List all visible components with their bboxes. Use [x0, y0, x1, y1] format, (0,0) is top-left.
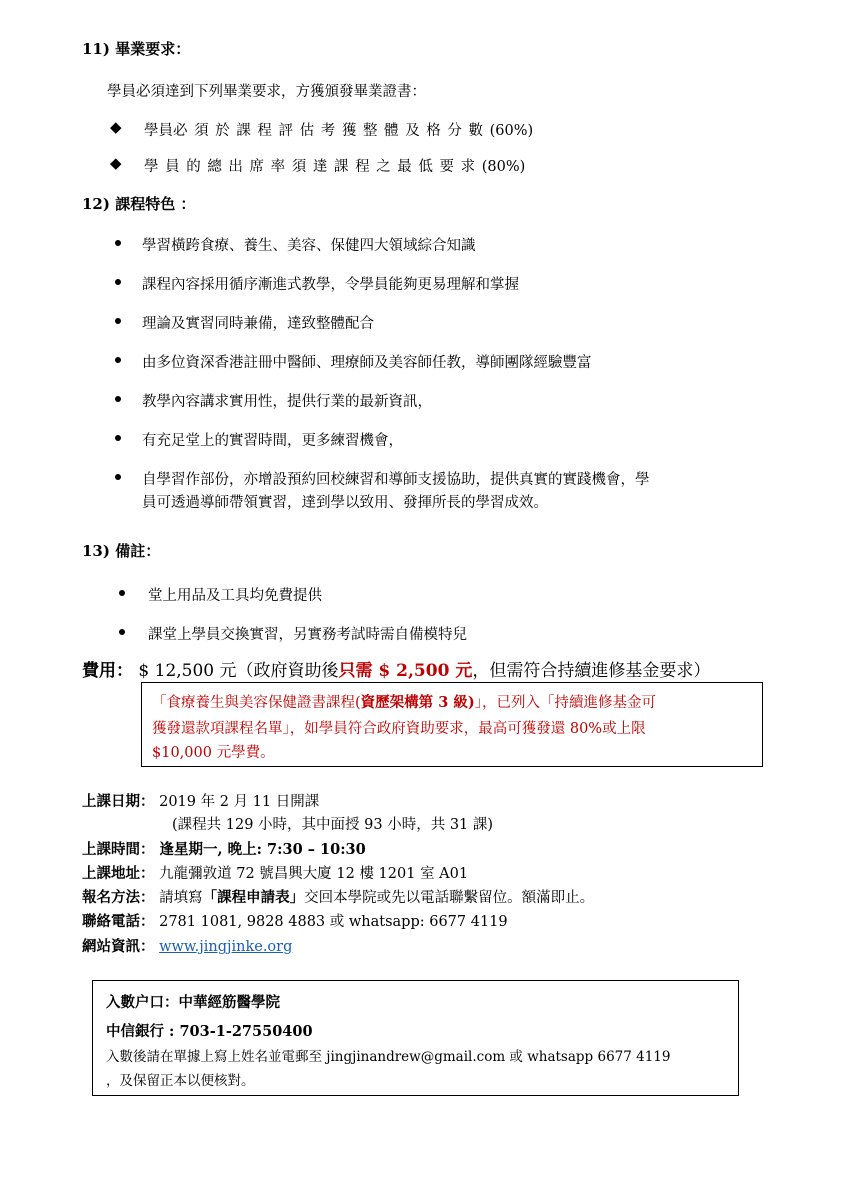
website-link[interactable]: www.jingjinke.org [159, 939, 293, 955]
address-label: 上課地址： [82, 865, 155, 882]
feature-item: 課程內容採用循序漸進式教學，令學員能夠更易理解和掌握 [142, 277, 519, 293]
class-time-label: 上課時間： [82, 841, 155, 858]
graduation-requirement-1: 學員必 須 於 課 程 評 估 考 獲 整 體 及 格 分 數 (60%) [144, 123, 534, 139]
phone-value: 2781 1081, 9828 4883 或 whatsapp: 6677 4119 [154, 914, 508, 930]
bullet-dot-icon [115, 240, 121, 246]
payment-account-box [92, 980, 739, 1096]
start-date-row [82, 790, 319, 811]
address-value: 九龍彌敦道 72 號昌興大廈 12 樓 1201 室 A01 [154, 866, 469, 882]
address-row [82, 862, 468, 883]
phone-label: 聯絡電話： [82, 913, 155, 930]
bullet-dot-icon [119, 629, 125, 635]
remark-item: 課堂上學員交換實習，另實務考試時需自備模特兒 [148, 627, 467, 643]
notice-text: 」，已列入「持續進修基金可 [474, 695, 656, 711]
qf-level: 資歷架構第 3 級) [360, 694, 475, 711]
bullet-dot-icon [115, 435, 121, 441]
feature-item: 理論及實習同時兼備，達致整體配合 [142, 316, 374, 332]
apply-row [82, 886, 594, 907]
feature-item-continuation: 員可透過導師帶領實習，達到學以致用、發揮所長的學習成效。 [142, 495, 548, 511]
fee-label: 費用： [82, 661, 133, 681]
start-date-label: 上課日期： [82, 793, 155, 810]
bullet-dot-icon [115, 357, 121, 363]
notice-line-2: 獲發還款項課程名單」，如學員符合政府資助要求，最高可獲發還 80%或上限 [152, 721, 646, 737]
subsidy-notice-box [141, 682, 763, 767]
fee-subsidised-amount: 只需 $ 2,500 元 [338, 661, 473, 681]
apply-label: 報名方法： [82, 889, 155, 906]
notice-line-1 [152, 691, 656, 712]
bullet-dot-icon [115, 318, 121, 324]
notice-line-3: $10,000 元學費。 [152, 745, 275, 761]
feature-item: 自學習作部份，亦增設預約回校練習和導師支援協助，提供真實的實踐機會，學 [142, 472, 650, 488]
apply-text: 請填寫 [154, 890, 203, 906]
feature-item: 教學內容講求實用性，提供行業的最新資訊， [142, 394, 432, 410]
website-row [82, 935, 292, 956]
website-label: 網站資訊： [82, 938, 155, 955]
class-time-value: 逢星期一, 晚上: 7:30 – 10:30 [154, 841, 366, 858]
account-name: 入數户口：中華經筋醫學院 [106, 994, 280, 1011]
fee-amount: $ 12,500 元（政府資助後 [133, 661, 339, 681]
fee-line [82, 656, 710, 681]
feature-item: 由多位資深香港註冊中醫師、理療師及美容師任教，導師團隊經驗豐富 [142, 355, 592, 371]
feature-item: 學習橫跨食療、養生、美容、保健四大領域綜合知識 [142, 238, 476, 254]
bank-account: 中信銀行 : 703-1-27550400 [106, 1023, 313, 1040]
phone-row [82, 910, 508, 931]
bullet-dot-icon [115, 279, 121, 285]
fee-suffix: ，但需符合持續進修基金要求） [472, 661, 711, 681]
bullet-dot-icon [119, 590, 125, 596]
section-13-heading: 13) 備註： [82, 542, 161, 560]
bullet-dot-icon [115, 396, 121, 402]
diamond-bullet-icon: ◆ [110, 154, 122, 172]
payment-instruction-continuation: ，及保留正本以便核對。 [106, 1073, 255, 1089]
start-date-value: 2019 年 2 月 11 日開課 [154, 794, 320, 810]
section-11-heading: 11) 畢業要求： [82, 40, 191, 58]
section-11-intro: 學員必須達到下列畢業要求，方獲頒發畢業證書： [107, 84, 426, 100]
class-time-row [82, 838, 366, 859]
payment-instruction: 入數後請在單據上寫上姓名並電郵至 jingjinandrew@gmail.com 或 whatsapp 6677 4119 [106, 1049, 671, 1065]
remark-item: 堂上用品及工具均免費提供 [148, 588, 322, 604]
course-hours-note: (課程共 129 小時，其中面授 93 小時，共 31 課) [172, 817, 494, 833]
apply-text: 交回本學院或先以電話聯繫留位。額滿即止。 [304, 890, 595, 906]
diamond-bullet-icon: ◆ [110, 118, 122, 136]
application-form-name: 「課程申請表」 [202, 889, 305, 906]
bullet-dot-icon [115, 474, 121, 480]
feature-item: 有充足堂上的實習時間，更多練習機會， [142, 433, 403, 449]
section-12-heading: 12) 課程特色 ： [82, 195, 196, 213]
graduation-requirement-2: 學 員 的 總 出 席 率 須 達 課 程 之 最 低 要 求 (80%) [144, 159, 526, 175]
notice-text: 「食療養生與美容保健證書課程( [152, 695, 361, 711]
